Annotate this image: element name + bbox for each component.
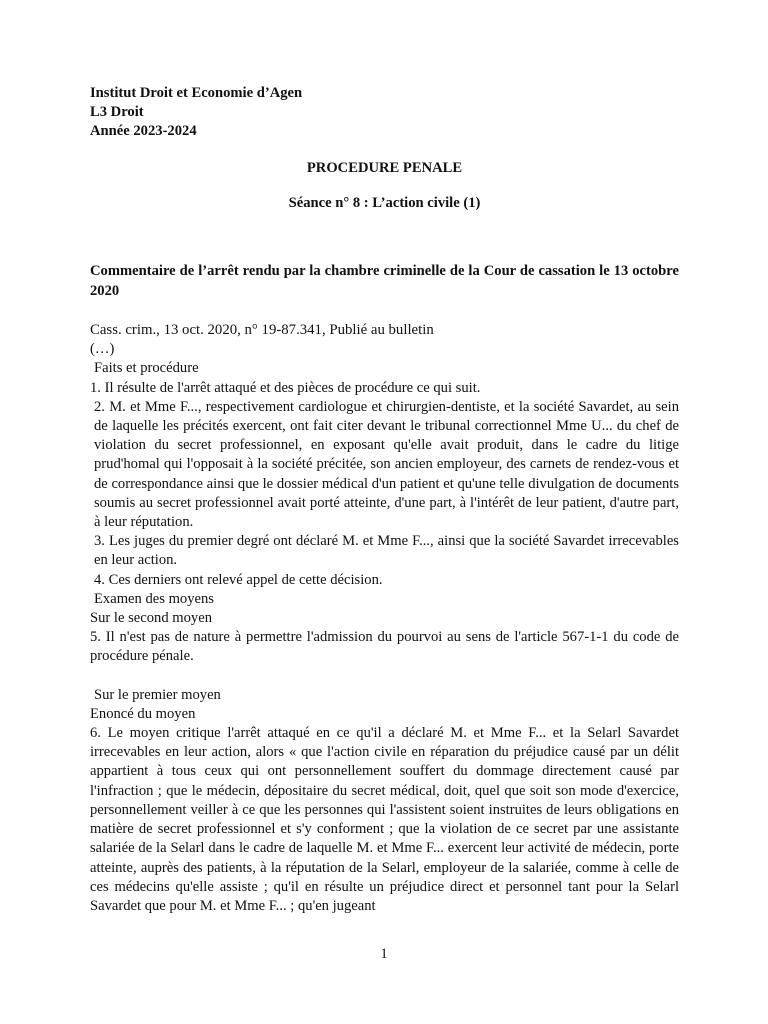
first-moyen-heading: Sur le premier moyen — [94, 686, 221, 703]
case-citation: Cass. crim., 13 oct. 2020, n° 19-87.341, Publié au bulletin — [90, 322, 434, 339]
page-number: 1 — [380, 946, 388, 962]
commentary-title: Commentaire de l’arrêt rendu par la chambre criminelle de la Cour de cassation le 13 octobre 2020 — [90, 263, 679, 300]
academic-year: Année 2023-2024 — [90, 123, 197, 140]
exam-heading: Examen des moyens — [94, 590, 214, 607]
paragraph-5: 5. Il n'est pas de nature à permettre l'admission du pourvoi au sens de l'article 567-1-1 du code de procédure pénale. — [90, 629, 679, 665]
ellipsis: (…) — [90, 341, 115, 358]
institute-name: Institut Droit et Economie d’Agen — [90, 85, 303, 101]
document-title: PROCEDURE PENALE — [306, 159, 463, 176]
session-title: Séance n° 8 : L’action civile (1) — [288, 194, 481, 211]
paragraph-1: 1. Il résulte de l'arrêt attaqué et des pièces de procédure ce qui suit. — [90, 379, 481, 396]
paragraph-6: 6. Le moyen critique l'arrêt attaqué en ce qu'il a déclaré M. et Mme F... et la Selarl Savardet irrecevables en leur action, alors « que l'action civile en réparation du préjudice causé par un délit appartient à tous ceux qui ont personnellement souffert du dommage directement causé par l'infraction ; que le médecin, dépositaire du secret médical, doit, quel que soit son mode d'exercice, personnellement veiller à ce que les personnes qui l'assistent soient instruites de leurs obligations en matière de secret professionnel et s'y conforment ; que la violation de ce secret par une assistante salariée de la Selarl dans le cadre de laquelle M. et Mme F... exercent leur activité de médecin, porte atteinte, auprès des patients, à la réputation de la Selarl, employeur de la salariée, comme à celle de ces médecins qu'elle assiste ; qu'il en résulte un préjudice direct et personnel tant pour la Selarl Savardet que pour M. et Mme F... ; qu'en jugeant — [90, 725, 679, 914]
paragraph-2: 2. M. et Mme F..., respectivement cardiologue et chirurgien-dentiste, et la société Savardet, au sein de laquelle les précités exercent, ont fait citer devant le tribunal correctionnel Mme U... du chef de violation du secret professionnel, en exposant qu'elle avait produit, dans le cadre du litige prud'homal qui l'opposait à la société précitée, son ancien employeur, des carnets de rendez-vous et de correspondance ainsi que le dossier médical d'un patient et qu'une telle divulgation de documents soumis au secret professionnel avait porté atteinte, d'une part, à l'intérêt de leur patient, d'autre part, à leur réputation. — [94, 398, 679, 531]
document-page — [90, 84, 679, 916]
facts-heading: Faits et procédure — [94, 360, 199, 377]
paragraph-4: 4. Ces derniers ont relevé appel de cette décision. — [94, 571, 383, 588]
enonce-heading: Enoncé du moyen — [90, 705, 196, 722]
course-level: L3 Droit — [90, 104, 144, 121]
paragraph-3: 3. Les juges du premier degré ont déclaré M. et Mme F..., ainsi que la société Savardet irrecevables en leur action. — [94, 533, 679, 569]
second-moyen-heading: Sur le second moyen — [90, 610, 212, 627]
